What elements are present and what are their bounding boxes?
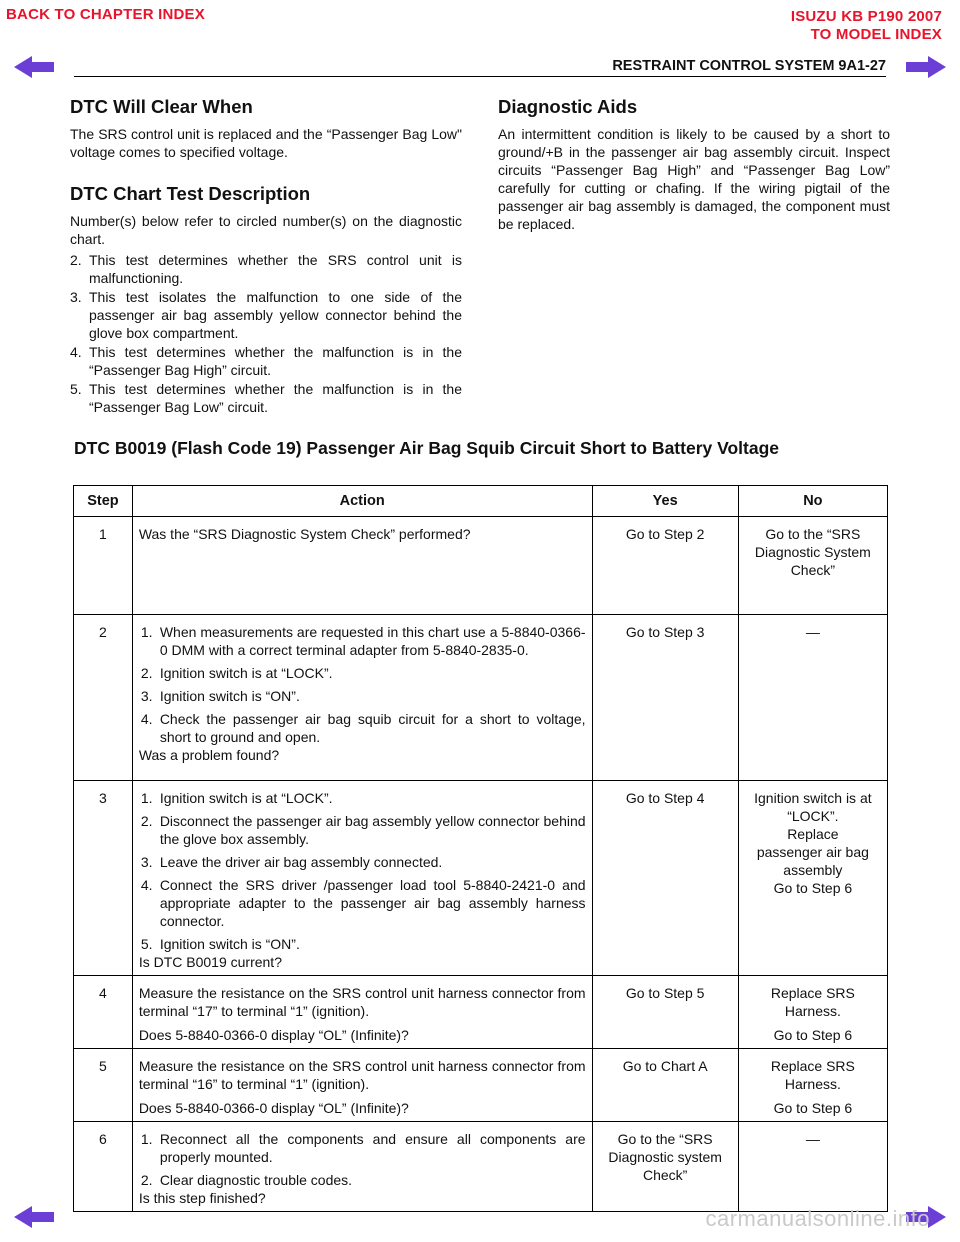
step-number: 4	[74, 976, 133, 1049]
paragraph-diagnostic-aids: An intermittent condition is likely to be caused by a short to ground/+B in the passenger air bag assembly circuit. Inspect circuits “Passenger Bag High” and “Passenger Bag Low” carefully for cutting or chafing. If the wiring pigtail of the passenger air bag assembly is damaged, the component must be replaced.	[498, 126, 890, 232]
action-cell	[132, 615, 592, 781]
heading-chart-test-description: DTC Chart Test Description	[70, 183, 311, 204]
list-item-number: 3.	[140, 854, 153, 870]
no-line: Harness.	[784, 1003, 841, 1019]
yes-cell: Go to Step 5	[592, 976, 738, 1049]
no-line: Replace	[787, 826, 839, 842]
action-question: Was the “SRS Diagnostic System Check” performed?	[138, 526, 471, 542]
list-item-number: 2.	[140, 813, 153, 829]
table-row	[74, 1049, 888, 1122]
no-cell	[738, 781, 887, 976]
dtc-chart-title: DTC B0019 (Flash Code 19) Passenger Air Bag Squib Circuit Short to Battery Voltage	[74, 438, 780, 458]
action-question: Does 5-8840-0366-0 display “OL” (Infinite)?	[138, 1100, 409, 1116]
action-list	[139, 1130, 586, 1189]
table-row	[74, 517, 888, 615]
no-cell	[738, 1049, 887, 1122]
no-line: Go to Step 6	[773, 1100, 853, 1116]
step-number: 1	[74, 517, 133, 615]
no-line: Diagnostic System	[754, 544, 871, 560]
no-line: Go to the “SRS	[765, 526, 861, 542]
action-cell	[132, 781, 592, 976]
step-number: 6	[74, 1122, 133, 1212]
list-item-text: Disconnect the passenger air bag assembly yellow connector behind the glove box assembly.	[159, 813, 586, 847]
yes-line: Check”	[642, 1167, 688, 1183]
action-text: Measure the resistance on the SRS control unit harness connector from terminal “16” to terminal “1” (ignition).	[138, 1058, 586, 1092]
list-item-number: 5.	[70, 381, 82, 397]
list-item	[139, 710, 586, 746]
step-number: 2	[74, 615, 133, 781]
action-question: Is DTC B0019 current?	[138, 954, 282, 970]
paragraph-chart-description: Number(s) below refer to circled number(s) on the diagnostic chart.	[70, 213, 462, 247]
prev-page-arrow-bottom-icon[interactable]	[14, 1206, 54, 1228]
model-title: ISUZU KB P190 2007	[790, 8, 942, 25]
list-item-text: Leave the driver air bag assembly connected.	[159, 854, 443, 870]
yes-line: Go to the “SRS	[617, 1131, 713, 1147]
list-item-number: 1.	[140, 624, 153, 640]
list-item-text: Ignition switch is “ON”.	[159, 936, 300, 952]
no-cell	[738, 1122, 887, 1212]
yes-cell: Go to Step 3	[592, 615, 738, 781]
list-item	[139, 812, 586, 848]
action-question: Does 5-8840-0366-0 display “OL” (Infinite)?	[138, 1027, 409, 1043]
paragraph-dtc-will-clear: The SRS control unit is replaced and the “Passenger Bag Low" voltage comes to specified voltage.	[70, 126, 462, 160]
heading-diagnostic-aids: Diagnostic Aids	[498, 96, 638, 117]
yes-line: Diagnostic system	[608, 1149, 722, 1165]
table-header-row	[74, 486, 888, 517]
list-item-text: Connect the SRS driver /passenger load tool 5-8840-2421-0 and appropriate adapter to the passenger air bag assembly harness connector.	[159, 877, 586, 929]
action-cell	[132, 1049, 592, 1122]
list-item-text: Check the passenger air bag squib circuit for a short to voltage, short to ground and open.	[159, 711, 586, 745]
header-divider	[74, 76, 886, 77]
list-item-text: Clear diagnostic trouble codes.	[159, 1172, 353, 1188]
step-number: 3	[74, 781, 133, 976]
table-row	[74, 615, 888, 781]
list-item-text: This test determines whether the malfunction is in the “Passenger Bag Low” circuit.	[89, 381, 462, 415]
list-item	[139, 623, 586, 659]
list-item-text: This test determines whether the malfunction is in the “Passenger Bag High” circuit.	[89, 344, 462, 378]
heading-dtc-will-clear: DTC Will Clear When	[70, 96, 253, 117]
step-number: 5	[74, 1049, 133, 1122]
no-line: Go to Step 6	[773, 880, 853, 896]
no-line: passenger air bag	[756, 844, 869, 860]
list-item-text: This test isolates the malfunction to one side of the passenger air bag assembly yellow connector behind the glove box compartment.	[89, 289, 462, 341]
no-line: assembly	[783, 862, 843, 878]
page-header-title: RESTRAINT CONTROL SYSTEM 9A1-27	[612, 58, 886, 74]
no-line: Ignition switch is at	[754, 790, 872, 806]
no-line: —	[805, 624, 820, 640]
action-cell	[132, 517, 592, 615]
list-item	[139, 935, 586, 953]
action-cell	[132, 1122, 592, 1212]
no-line: Check”	[790, 562, 836, 578]
right-column	[498, 96, 890, 243]
no-line: Replace SRS	[770, 1058, 855, 1074]
no-line: —	[805, 1131, 820, 1147]
diagnostic-chart-table	[73, 485, 888, 1212]
no-cell	[738, 517, 887, 615]
list-item-text: This test determines whether the SRS control unit is malfunctioning.	[89, 252, 462, 286]
list-item-number: 1.	[140, 1131, 153, 1147]
list-item	[70, 343, 462, 379]
action-list	[139, 789, 586, 953]
list-item-number: 4.	[140, 711, 153, 727]
list-item	[139, 876, 586, 930]
list-item-number: 2.	[140, 665, 153, 681]
no-line: Harness.	[784, 1076, 841, 1092]
action-question: Was a problem found?	[138, 747, 280, 763]
list-item	[139, 853, 586, 871]
column-header-no: No	[738, 486, 887, 517]
no-cell	[738, 976, 887, 1049]
list-item	[70, 288, 462, 342]
no-line: “LOCK”.	[787, 808, 839, 824]
list-item-number: 4.	[70, 344, 82, 360]
list-item-text: Ignition switch is at “LOCK”.	[159, 790, 333, 806]
action-text: Measure the resistance on the SRS control unit harness connector from terminal “17” to terminal “1” (ignition).	[138, 985, 586, 1019]
list-item	[139, 1171, 586, 1189]
list-item-number: 5.	[140, 936, 153, 952]
list-item-number: 1.	[140, 790, 153, 806]
list-item	[139, 664, 586, 682]
action-question: Is this step finished?	[138, 1190, 266, 1206]
list-item-text: When measurements are requested in this chart use a 5-8840-0366-0 DMM with a correct terminal adapter from 5-8840-2835-0.	[159, 624, 586, 658]
list-item-number: 2.	[140, 1172, 153, 1188]
list-item-number: 3.	[140, 688, 153, 704]
list-item-text: Ignition switch is at “LOCK”.	[159, 665, 333, 681]
list-item-text: Reconnect all the components and ensure all components are properly mounted.	[159, 1131, 586, 1165]
list-item	[139, 687, 586, 705]
yes-cell: Go to Chart A	[592, 1049, 738, 1122]
no-line: Go to Step 6	[773, 1027, 853, 1043]
left-column	[70, 96, 462, 417]
action-cell	[132, 976, 592, 1049]
test-description-list	[70, 251, 462, 416]
back-to-chapter-link[interactable]: BACK TO CHAPTER INDEX	[6, 6, 205, 23]
prev-page-arrow-icon[interactable]	[14, 56, 54, 78]
model-index-link[interactable]	[791, 8, 942, 44]
next-page-arrow-icon[interactable]	[906, 56, 946, 78]
column-header-yes: Yes	[592, 486, 738, 517]
no-line: Replace SRS	[770, 985, 855, 1001]
column-header-step: Step	[74, 486, 133, 517]
yes-cell	[592, 1122, 738, 1212]
table-row	[74, 976, 888, 1049]
yes-cell: Go to Step 2	[592, 517, 738, 615]
list-item-number: 4.	[140, 877, 153, 893]
list-item	[70, 380, 462, 416]
list-item	[139, 1130, 586, 1166]
table-row	[74, 1122, 888, 1212]
to-model-index-label: TO MODEL INDEX	[810, 26, 942, 43]
list-item-number: 2.	[70, 252, 82, 268]
list-item	[139, 789, 586, 807]
watermark-text: carmanualsonline.info	[705, 1206, 930, 1231]
table-row	[74, 781, 888, 976]
list-item-number: 3.	[70, 289, 82, 305]
yes-cell: Go to Step 4	[592, 781, 738, 976]
no-cell	[738, 615, 887, 781]
action-list	[139, 623, 586, 746]
list-item-text: Ignition switch is “ON”.	[159, 688, 300, 704]
column-header-action: Action	[132, 486, 592, 517]
list-item	[70, 251, 462, 287]
